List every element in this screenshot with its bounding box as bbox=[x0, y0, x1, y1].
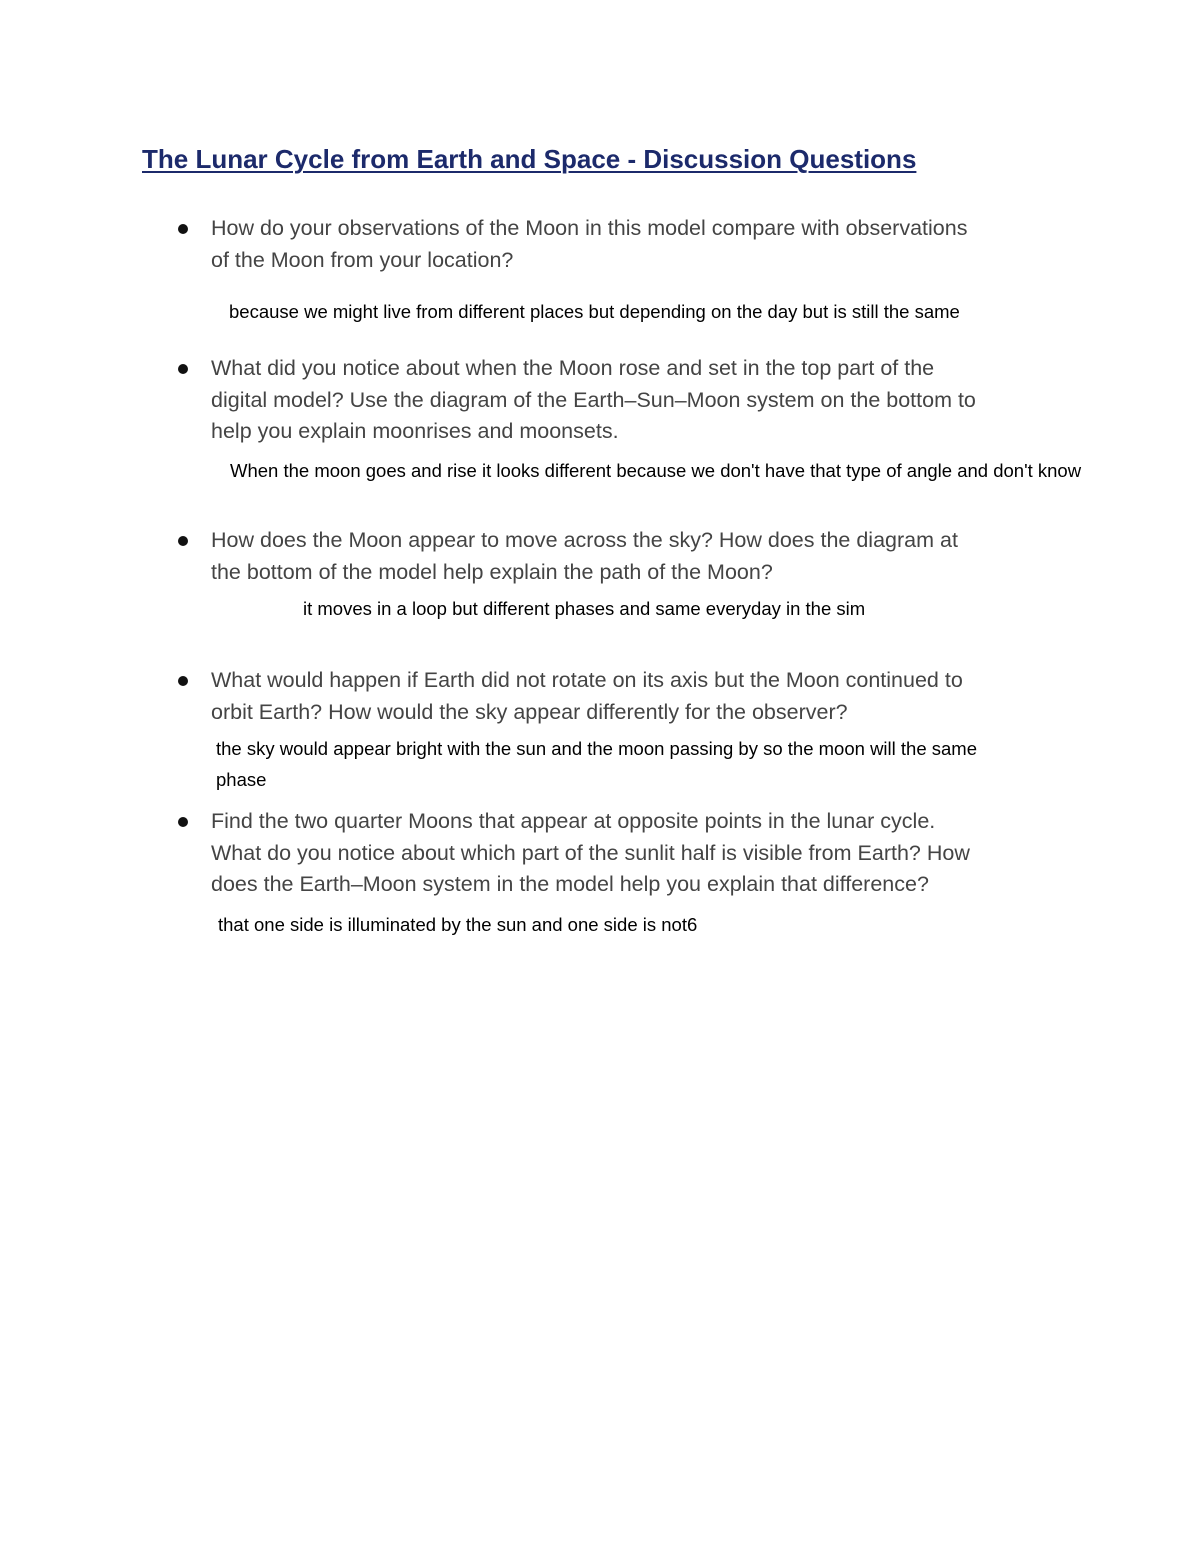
question-3: How does the Moon appear to move across the sky? How does the diagram at the bottom of the model help explain the path of the Moon? bbox=[211, 528, 958, 584]
answer-4-line-1: the sky would appear bright with the sun and the moon passing by so the moon will the same bbox=[216, 738, 977, 759]
question-1: How do your observations of the Moon in this model compare with observations of the Moon from your location? bbox=[211, 216, 968, 272]
answer-1: because we might live from different places but depending on the day but is still the same bbox=[229, 301, 960, 322]
answer-3: it moves in a loop but different phases and same everyday in the sim bbox=[303, 598, 866, 619]
answer-2: When the moon goes and rise it looks different because we don't have that type of angle and don't know bbox=[230, 460, 1082, 481]
question-5: Find the two quarter Moons that appear at opposite points in the lunar cycle. What do you notice about which part of the sunlit half is visible from Earth? How does the Earth–Moon system in the model help you explain that difference? bbox=[211, 809, 970, 896]
bullet-icon bbox=[178, 817, 188, 827]
answer-4-line-2: phase bbox=[216, 769, 267, 790]
bullet-icon bbox=[178, 364, 188, 374]
bullet-icon bbox=[178, 224, 188, 234]
question-4: What would happen if Earth did not rotate on its axis but the Moon continued to orbit Earth? How would the sky appear differently for the observer? bbox=[211, 668, 963, 724]
bullet-icon bbox=[178, 676, 188, 686]
question-2: What did you notice about when the Moon rose and set in the top part of the digital model? Use the diagram of the Earth–Sun–Moon system on the bottom to help you explain moonrises and moonsets. bbox=[211, 356, 976, 443]
bullet-icon bbox=[178, 536, 188, 546]
answer-5: that one side is illuminated by the sun and one side is not6 bbox=[218, 914, 698, 935]
page-title: The Lunar Cycle from Earth and Space - Discussion Questions bbox=[142, 144, 917, 174]
